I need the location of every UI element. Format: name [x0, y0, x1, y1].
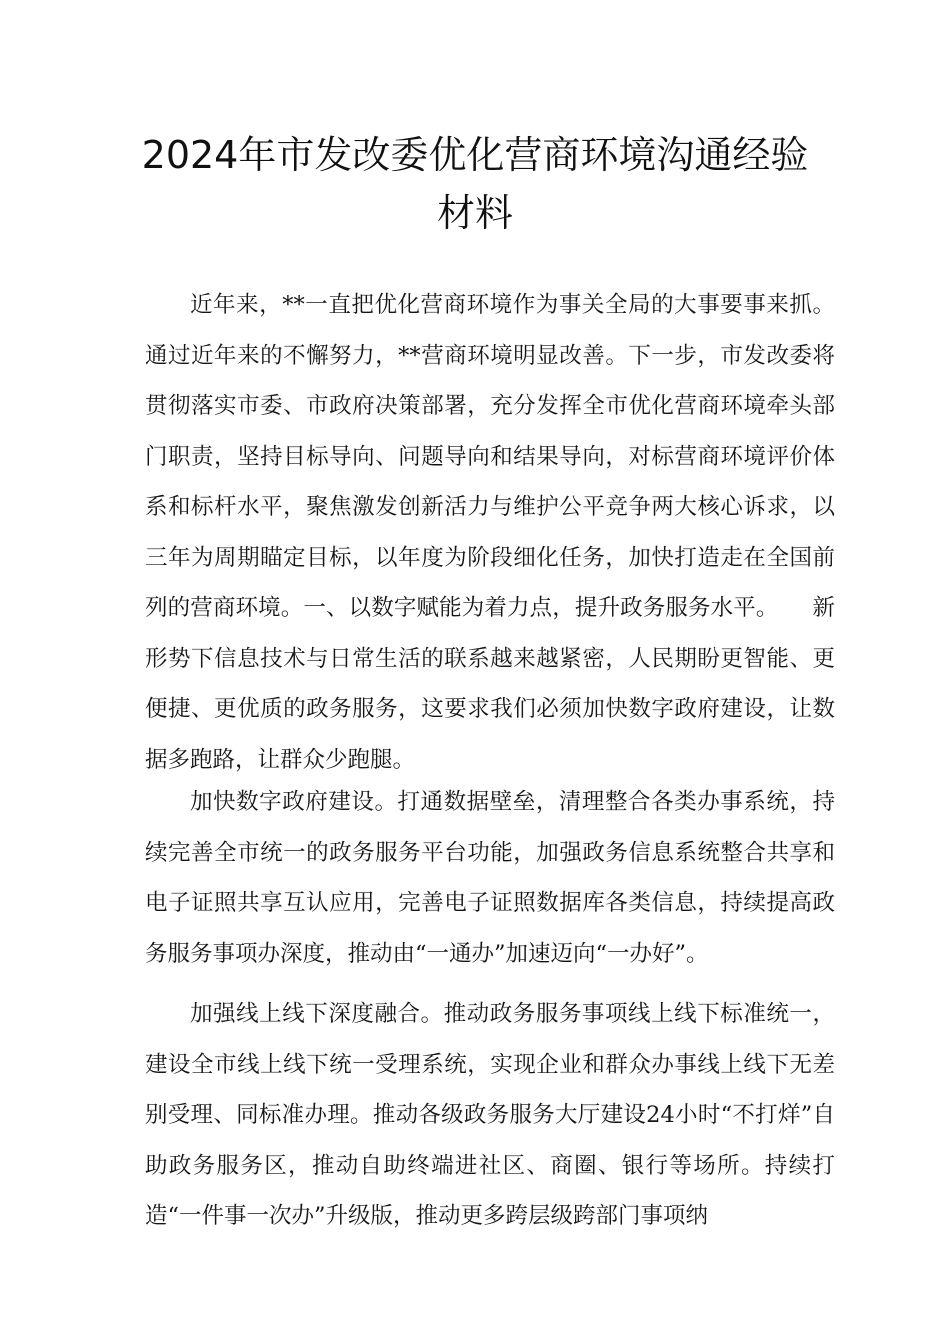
- title-line-2: 材料: [436, 191, 513, 235]
- title-line-1: 2024年市发改委优化营商环境沟通经验: [141, 133, 809, 177]
- document-body: [145, 280, 835, 1242]
- paragraph-1: 近年来，**一直把优化营商环境作为事关全局的大事要事来抓。通过近年来的不懈努力，**营商环境明显改善。下一步，市发改委将贯彻落实市委、市政府决策部署，充分发挥全市优化营商环境牵头部门职责，坚持目标导向、问题导向和结果导向，对标营商环境评价体系和标杆水平，聚焦激发创新活力与维护公平竞争两大核心诉求，以三年为周期瞄定目标，以年度为阶段细化任务，加快打造走在全国前列的营商环境。一、以数字赋能为着力点，提升政务服务水平。 新形势下信息技术与日常生活的联系越来越紧密，人民期盼更智能、更便捷、更优质的政务服务，这要求我们必须加快数字政府建设，让数据多跑路，让群众少跑腿。: [145, 292, 835, 773]
- paragraph-2: 加快数字政府建设。打通数据壁垒，清理整合各类办事系统，持续完善全市统一的政务服务平台功能，加强政务信息系统整合共享和电子证照共享互认应用，完善电子证照数据库各类信息，持续提高政务服务事项办深度，推动由“一通办”加速迈向“一办好”。: [145, 789, 835, 967]
- paragraph-3: 加强线上线下深度融合。推动政务服务事项线上线下标准统一，建设全市线上线下统一受理系统，实现企业和群众办事线上线下无差别受理、同标准办理。推动各级政务服务大厅建设24小时“不打烊”自助政务服务区，推动自助终端进社区、商圈、银行等场所。持续打造“一件事一次办”升级版，推动更多跨层级跨部门事项纳: [145, 1001, 835, 1229]
- document-title: [110, 126, 840, 242]
